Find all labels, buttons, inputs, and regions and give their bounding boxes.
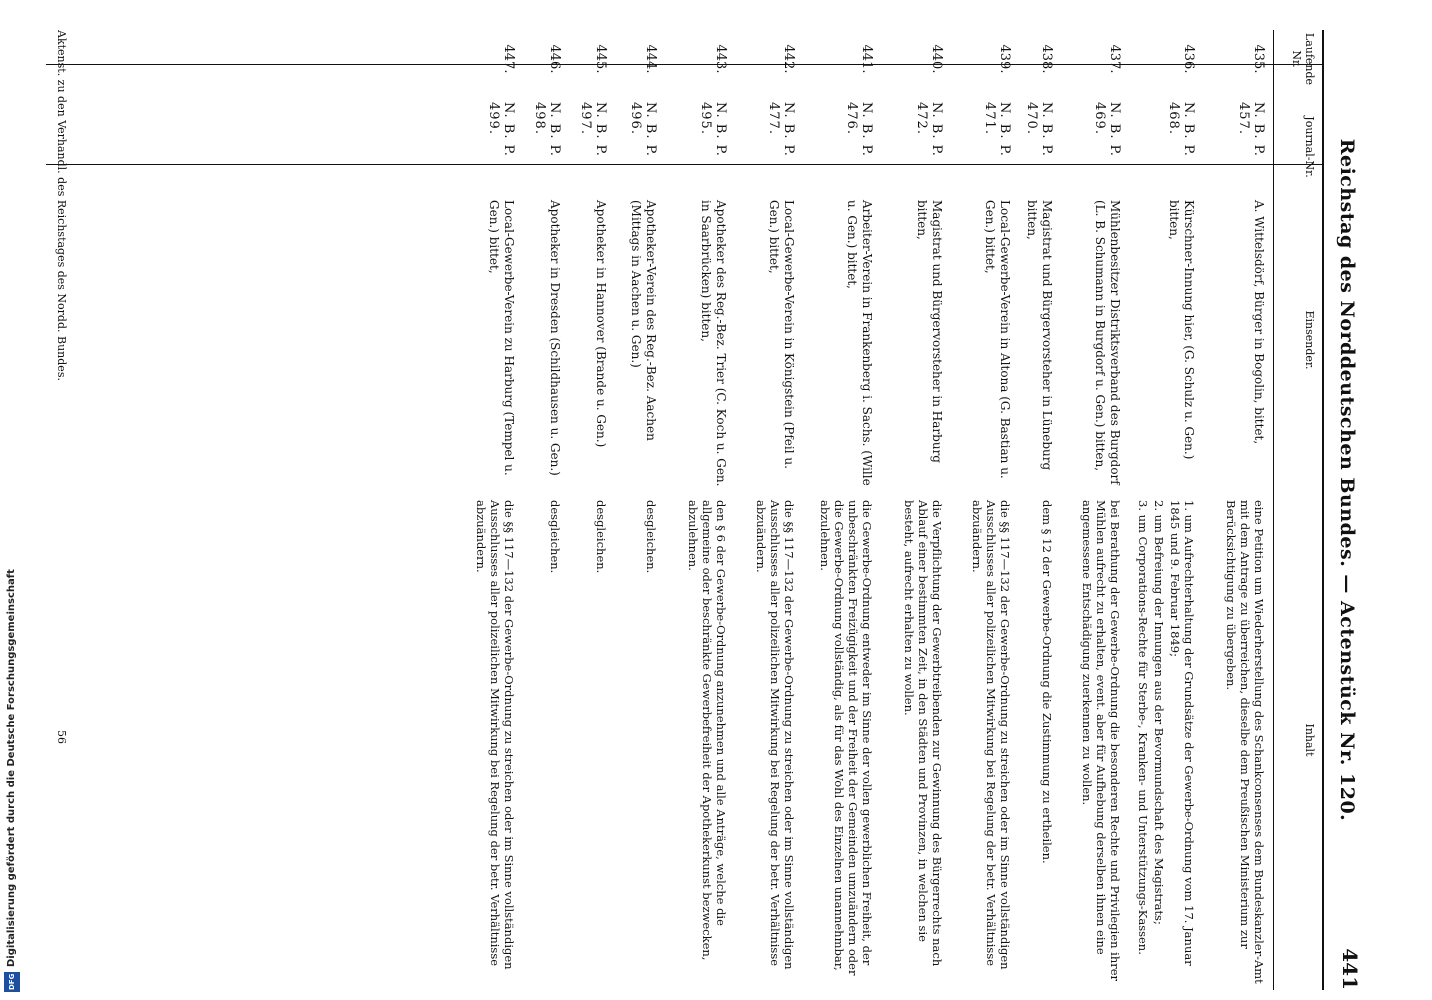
- content: [546, 500, 562, 990]
- journal-number: N. B. P. 470.: [1024, 102, 1054, 157]
- content-item: dem § 12 der Gewerbe-Ordnung die Zustimmung zu ertheilen.: [1040, 500, 1054, 864]
- content: [642, 500, 658, 990]
- content-item: die Verpflichtung der Gewerbtreibenden zur Gewinnung des Bürgerrechts nach Ablauf einer bestimmten Zeit, in den Städten und Provinzen, in welchen sie besteht, aufrecht erhalten zu wollen.: [902, 500, 944, 967]
- journal-number: N. B. P. 495.: [698, 102, 728, 157]
- content-item: desgleichen.: [548, 500, 562, 574]
- content: [1038, 500, 1054, 990]
- journal-number: N. B. P. 476.: [844, 102, 874, 157]
- journal-number: N. B. P. 477.: [766, 102, 796, 157]
- sender: Apotheker des Reg.-Bez. Trier (C. Koch u. Gen. in Saarbrücken) bitten,: [699, 200, 728, 487]
- entry-number: 442.: [781, 44, 796, 74]
- journal-number: N. B. P. 457.: [1236, 102, 1266, 157]
- page-title: Reichstag des Norddeutschen Bundes. — Actenstück Nr. 120.: [1336, 138, 1358, 822]
- footer-number: 56: [55, 730, 68, 744]
- content: [684, 500, 728, 990]
- entry-number: 441.: [859, 44, 874, 74]
- content: [752, 500, 796, 990]
- entry-number: 443.: [713, 44, 728, 74]
- entry-number: 438.: [1039, 44, 1054, 74]
- content-item: eine Petition um Wiederherstellung des Schankconsenses dem Bundeskanzler-Amt mit dem Antrage zu überreichen, dieselbe dem Preußischen Ministerium zur Berücksichtigung zu übergeben.: [1224, 500, 1266, 984]
- content: [1078, 500, 1122, 990]
- col-head-lfd: Laufende Nr.: [1290, 32, 1316, 86]
- content-item: 1. um Aufrechterhaltung der Grundsätze der Gewerbe-Ordnung vom 17. Januar 1845 und 9. Februar 1849;: [1168, 500, 1196, 966]
- journal-number: N. B. P. 496.: [628, 102, 658, 157]
- content-item: desgleichen.: [594, 500, 608, 574]
- sender: Magistrat und Bürgervorsteher in Lüneburg bitten,: [1025, 200, 1054, 471]
- content-item: 3. um Corporations-Rechte für Sterbe-, Kranken- und Unterstützungs-Kassen.: [1136, 500, 1150, 955]
- entry-number: 445.: [593, 44, 608, 74]
- funding-notice: Digitalisierung gefördert durch die Deutsche Forschungsgemeinschaft: [6, 569, 17, 967]
- digitization-notice: [0, 0, 24, 1000]
- entry-number: 440.: [929, 44, 944, 74]
- journal-number: N. B. P. 469.: [1092, 102, 1122, 157]
- journal-number: N. B. P. 499.: [486, 102, 516, 157]
- column-rule: [46, 64, 1322, 65]
- petition-table: [474, 30, 1322, 990]
- content-item: die §§ 117—132 der Gewerbe-Ordnung zu streichen oder im Sinne vollständigen Ausschlusses aller polizeilichen Mitwirkung bei Regelung der betr. Verhältnisse abzuändern.: [754, 500, 796, 970]
- content-item: bei Berathung der Gewerbe-Ordnung die besonderen Rechte und Privilegien ihrer Mühlen aufrecht zu erhalten, event. aber für Aufhebung derselben ihnen eine angemessene Entschädigung zuerkennen zu wollen.: [1080, 500, 1122, 982]
- sender: Apotheker in Dresden (Schildhausen u. Gen.): [548, 200, 562, 476]
- content: [1222, 500, 1266, 990]
- content-item: den § 6 der Gewerbe-Ordnung anzunehmen und alle Anträge, welche die allgemeine oder beschränkte Gewerbefreiheit der Apothekerkunst bezwecken, abzulehnen.: [686, 500, 728, 961]
- content: [900, 500, 944, 990]
- scanned-page: [28, 0, 1368, 1000]
- journal-number: N. B. P. 471.: [982, 102, 1012, 157]
- sender: Mühlenbesitzer Distriktsverband des Burgdorf (L. B. Schumann in Burgdorf u. Gen.) bitten,: [1093, 200, 1122, 485]
- entry-number: 437.: [1107, 44, 1122, 74]
- sender: Magistrat und Bürgervorsteher in Harburg bitten,: [915, 200, 944, 463]
- content-item: die §§ 117—132 der Gewerbe-Ordnung zu streichen oder im Sinne vollständigen Ausschlusses aller polizeilichen Mitwirkung bei Regelung der betr. Verhältnisse abzuändern.: [970, 500, 1012, 970]
- entry-number: 444.: [643, 44, 658, 74]
- sender: Apotheker-Verein des Reg.-Bez. Aachen (Mittags in Aachen u. Gen.): [629, 200, 658, 441]
- entry-number: 447.: [501, 44, 516, 74]
- page-number: 441: [1338, 948, 1362, 990]
- content-item: desgleichen.: [644, 500, 658, 574]
- sender: Apotheker in Hannover (Brande u. Gen.): [594, 200, 608, 448]
- sender: Arbeiter-Verein in Frankenberg i. Sachs. (Wille u. Gen.) bittet,: [845, 200, 874, 486]
- sender: Kürschner-Innung hier, (G. Schulz u. Gen.) bitten,: [1167, 200, 1196, 460]
- col-head-journal: Journal-Nr.: [1303, 116, 1316, 178]
- journal-number: N. B. P. 497.: [578, 102, 608, 157]
- entry-number: 446.: [547, 44, 562, 74]
- content: [472, 500, 516, 990]
- entry-number: 439.: [997, 44, 1012, 74]
- journal-number: N. B. P. 468.: [1166, 102, 1196, 157]
- content: [592, 500, 608, 990]
- journal-number: N. B. P. 498.: [532, 102, 562, 157]
- col-head-inhalt: Inhalt: [1303, 723, 1316, 757]
- content-item: die Gewerbe-Ordnung entweder im Sinne der vollen gewerblichen Freiheit, der unbeschränkten Freizügigkeit und der Freiheit der Gemeinden umzuändern oder die Gewerbe-Ordnung vollständig, als für das Wohl des Einzelnen unannehmbar, abzulehnen.: [818, 500, 874, 976]
- journal-number: N. B. P. 472.: [914, 102, 944, 157]
- sender: Local-Gewerbe-Verein zu Harburg (Tempel u. Gen.) bittet,: [487, 200, 516, 476]
- entry-number: 436.: [1181, 44, 1196, 74]
- column-headers: [1273, 30, 1322, 990]
- content: [968, 500, 1012, 990]
- top-rule: [1322, 30, 1324, 990]
- content-item: 2. um Befreiung der Innungen aus der Bevormundschaft des Magistrats;: [1152, 500, 1166, 925]
- sender: Local-Gewerbe-Verein in Altona (G. Bastian u. Gen.) bittet,: [983, 200, 1012, 479]
- content: [816, 500, 874, 990]
- content-item: die §§ 117—132 der Gewerbe-Ordnung zu streichen oder im Sinne vollständigen Ausschlusses aller polizeilichen Mitwirkung bei Regelung der betr. Verhältnisse abzuändern.: [474, 500, 516, 970]
- page-header: [1328, 30, 1368, 990]
- footer-note: Aktenst. zu den Verhandl. des Reichstages des Nordd. Bundes.: [55, 30, 68, 381]
- sender: Local-Gewerbe-Verein in Königstein (Pfeil u. Gen.) bittet,: [767, 200, 796, 469]
- entry-number: 435.: [1251, 44, 1266, 74]
- column-rule: [46, 164, 1322, 165]
- col-head-einsender: Einsender.: [1303, 310, 1316, 370]
- dfg-logo: DFG: [4, 972, 20, 992]
- content: [1134, 500, 1196, 990]
- sender: A. Wittelsdörf, Bürger in Bogolin, bittet,: [1252, 200, 1266, 445]
